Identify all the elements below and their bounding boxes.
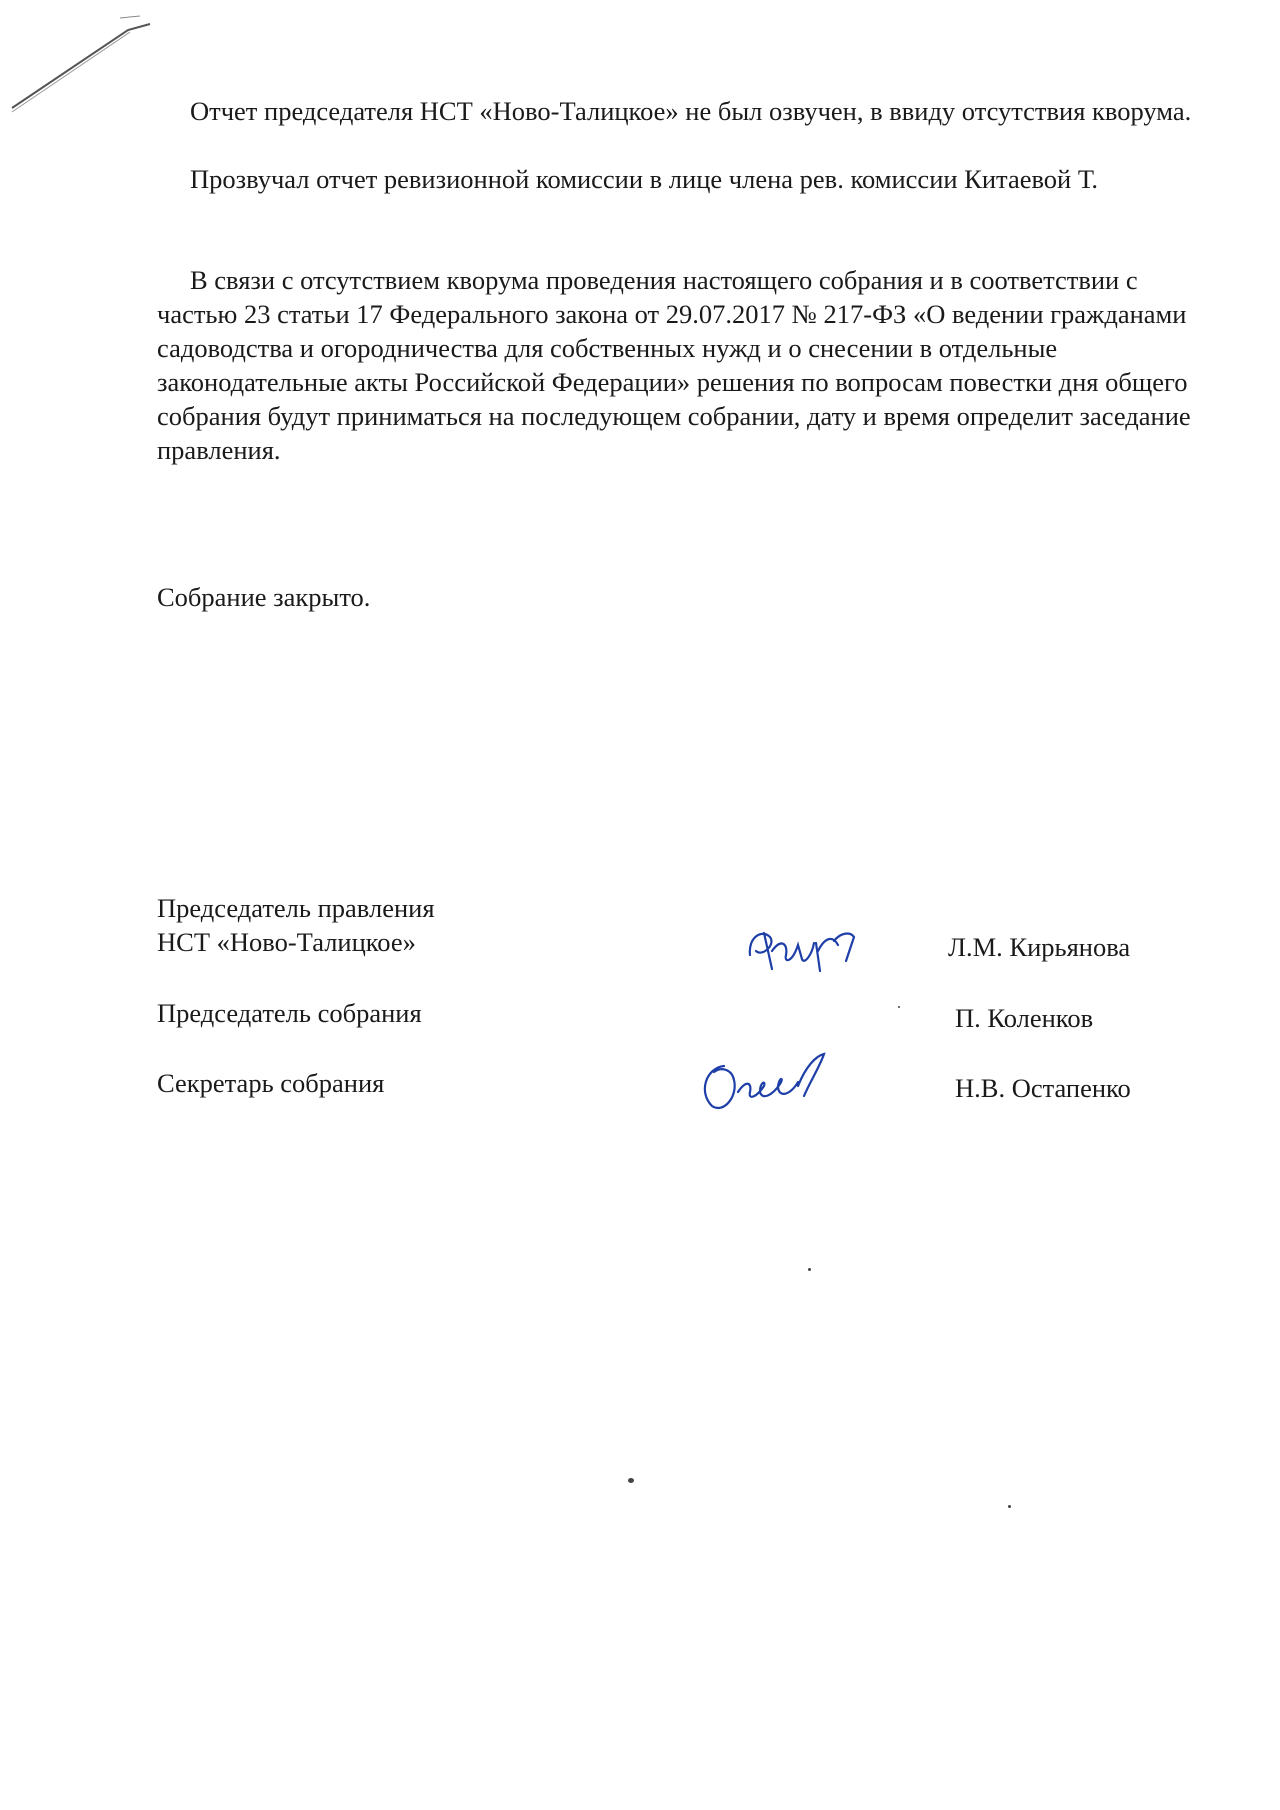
handwritten-signature-icon xyxy=(742,915,862,985)
scan-speck xyxy=(628,1478,634,1483)
scan-corner-mark xyxy=(10,10,160,120)
paragraph-audit-report: Прозвучал отчет ревизионной комиссии в лице члена рев. комиссии Китаевой Т. xyxy=(190,164,1099,194)
signature-name-kolenkov: П. Коленков xyxy=(955,1003,1094,1033)
signature-label-secretary: Секретарь собрания xyxy=(157,1068,385,1098)
scan-speck xyxy=(808,1268,811,1271)
signature-label-chairman-meeting: Председатель собрания xyxy=(157,998,422,1028)
signature-label-chairman-board xyxy=(157,891,435,959)
signature-name-ostapenko: Н.В. Остапенко xyxy=(955,1073,1131,1103)
scan-speck xyxy=(898,1006,900,1008)
paragraph-chairman-report: Отчет председателя НСТ «Ново-Талицкое» не был озвучен, в ввиду отсутствия кворума. xyxy=(190,96,1192,126)
signature-label-line2: НСТ «Ново-Талицкое» xyxy=(157,927,416,957)
meeting-closed-text: Собрание закрыто. xyxy=(157,582,371,612)
paragraph-quorum-decision: В связи с отсутствием кворума проведения настоящего собрания и в соответствии с частью 23 статьи 17 Федерального закона от 29.07.2017 № 217-ФЗ «О ведении гражданами садоводства и огородничества для собственных нужд и о снесении в отдельные законодательные акты Российской Федерации» решения по вопросам повестки дня общего собрания будут приниматься на последующем собрании, дату и время определит заседание правления. xyxy=(157,265,1191,465)
handwritten-signature-icon xyxy=(694,1046,844,1116)
signature-label-line1: Председатель правления xyxy=(157,893,435,923)
signature-name-kiryanova: Л.М. Кирьянова xyxy=(948,932,1131,962)
scan-speck xyxy=(1008,1505,1011,1508)
